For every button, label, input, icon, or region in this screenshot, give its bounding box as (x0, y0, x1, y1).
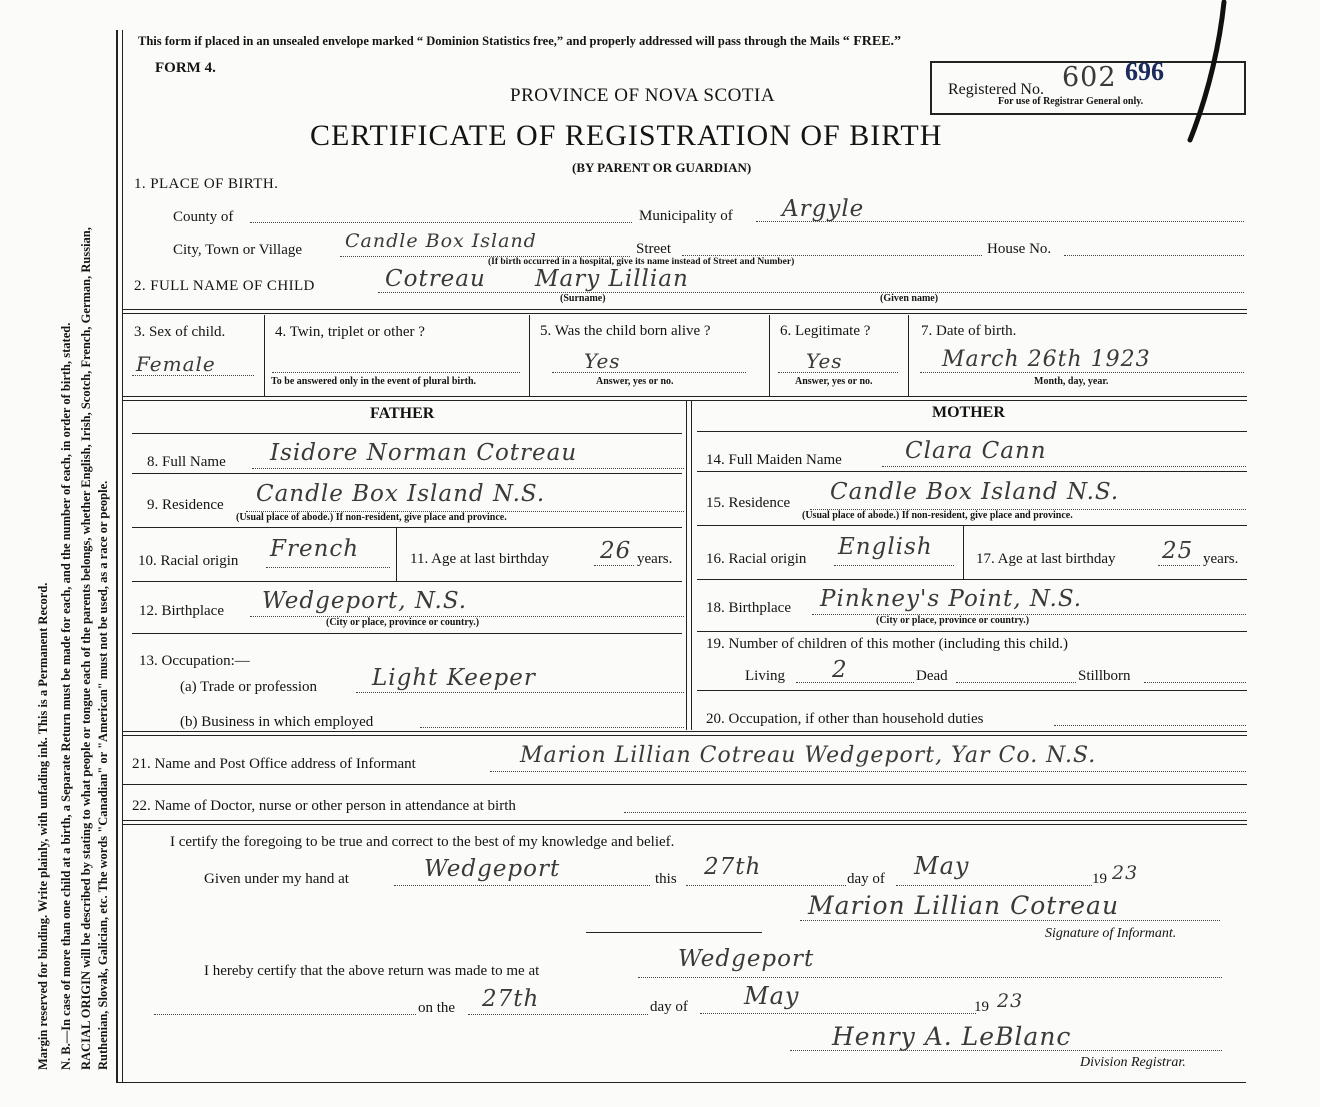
living-value: 2 (832, 657, 848, 683)
father-age-unit: years. (637, 551, 673, 567)
twin-label: 4. Twin, triplet or other ? (275, 324, 425, 340)
parents-divider-a (686, 400, 687, 730)
mother-age-unit: years. (1203, 551, 1239, 567)
rule-after-parents (122, 731, 1247, 732)
alive-value: Yes (584, 349, 621, 373)
surname-caption: (Surname) (560, 293, 606, 304)
margin-note-racial-origin-cont: Ruthenian, Slovak, Galician, etc. The words "Canadian" or "American" must not be used, as a race or people. (96, 480, 110, 1070)
rule-21 (122, 784, 1247, 785)
division-registrar-caption: Division Registrar. (1080, 1055, 1186, 1070)
mother-age-value: 25 (1162, 538, 1194, 564)
registrar-month-value: May (744, 982, 800, 1010)
mother-rule-2 (697, 471, 1247, 472)
given-year-suffix: 23 (1112, 862, 1139, 884)
signature-caption: Signature of Informant. (1045, 926, 1177, 941)
stillborn-label: Stillborn (1078, 668, 1131, 684)
mother-rule-5 (697, 631, 1247, 632)
date-of-birth-value: March 26th 1923 (942, 347, 1151, 372)
registrar-general-note: For use of Registrar General only. (998, 96, 1144, 107)
father-race-label: 10. Racial origin (138, 553, 239, 569)
registrar-place-value: Wedgeport (678, 946, 815, 972)
rule-after-doctor (122, 820, 1247, 821)
province-heading: PROVINCE OF NOVA SCOTIA (510, 85, 776, 106)
registrar-day-of-label: day of (650, 999, 688, 1015)
rule-after-doctor-2 (122, 824, 1247, 825)
father-name-label: 8. Full Name (147, 454, 226, 470)
rule-after-parents-2 (122, 735, 1247, 736)
certificate-subtitle: (BY PARENT OR GUARDIAN) (572, 160, 752, 175)
mother-birthplace-value: Pinkney's Point, N.S. (820, 586, 1083, 612)
parents-divider-b (691, 400, 692, 730)
margin-rule-outer (116, 30, 118, 1082)
given-year-prefix: 19 (1092, 871, 1107, 887)
municipality-label: Municipality of (639, 208, 733, 224)
mother-race-value: English (838, 534, 933, 560)
legitimate-label: 6. Legitimate ? (780, 323, 871, 339)
rule-after-row3 (122, 396, 1247, 397)
mother-name-label: 14. Full Maiden Name (706, 452, 842, 468)
rule-after-name (122, 309, 1247, 310)
child-given-name-value: Mary Lillian (535, 266, 689, 292)
alive-note: Answer, yes or no. (596, 376, 674, 387)
legitimate-note: Answer, yes or no. (795, 376, 873, 387)
child-surname-value: Cotreau (385, 266, 486, 292)
mother-residence-value: Candle Box Island N.S. (830, 479, 1120, 505)
mother-rule-1 (697, 431, 1247, 432)
pen-stroke-mark (1180, 0, 1230, 145)
margin-note-racial-origin: RACIAL ORIGIN will be described by stating to what people or tongue each of the parents belongs, whether English, Irish, Scotch, French, German, Russian, (79, 227, 93, 1070)
father-race-divider (396, 527, 397, 581)
registrar-statement: I hereby certify that the above return was made to me at (204, 963, 540, 979)
city-value: Candle Box Island (345, 230, 537, 252)
mother-children-label: 19. Number of children of this mother (including this child.) (706, 636, 1069, 652)
margin-rule-inner (122, 30, 123, 1082)
registrar-on-the-label: on the (418, 1000, 456, 1016)
place-of-birth-heading: 1. PLACE OF BIRTH. (134, 176, 279, 192)
alive-label: 5. Was the child born alive ? (540, 323, 711, 339)
mother-rule-6 (697, 690, 1247, 691)
registered-number-handwritten: 602 (1062, 62, 1117, 93)
street-label: Street (636, 241, 671, 257)
certificate-title: CERTIFICATE OF REGISTRATION OF BIRTH (310, 119, 943, 152)
registered-label: Registered No. (948, 81, 1044, 98)
divider-5-6 (769, 315, 770, 396)
county-label: County of (173, 209, 234, 225)
father-residence-note: (Usual place of abode.) If non-resident, give place and province. (236, 512, 507, 523)
margin-note-binding: Margin reserved for binding. Write plainly, with unfading ink. This is a Permanent Record. (36, 582, 50, 1070)
sex-label: 3. Sex of child. (134, 324, 226, 340)
father-trade-value: Light Keeper (372, 665, 536, 691)
informant-label: 21. Name and Post Office address of Informant (132, 756, 416, 772)
living-label: Living (745, 668, 785, 684)
mother-race-divider (963, 525, 964, 579)
rule-after-name-2 (122, 313, 1247, 314)
doctor-label: 22. Name of Doctor, nurse or other person in attendance at birth (132, 798, 516, 814)
this-label: this (655, 871, 677, 887)
registered-number-stamp: 696 (1125, 57, 1164, 86)
date-of-birth-label: 7. Date of birth. (921, 323, 1017, 339)
father-rule-2 (132, 473, 682, 474)
informant-signature: Marion Lillian Cotreau (808, 891, 1120, 920)
margin-note-nb: N. B.—In case of more than one child at a birth, a Separate Return must be made for each, and the number of each, in order of birth, stated. (59, 322, 73, 1070)
informant-value: Marion Lillian Cotreau Wedgeport, Yar Co. N.S. (520, 743, 1097, 768)
signature-line (586, 932, 762, 933)
registrar-year-prefix: 19 (974, 999, 989, 1015)
sex-value: Female (136, 352, 216, 376)
registrar-year-suffix: 23 (997, 990, 1024, 1012)
mother-birthplace-label: 18. Birthplace (706, 600, 791, 616)
legitimate-value: Yes (806, 349, 843, 373)
mother-heading: MOTHER (932, 404, 1005, 421)
mother-age-label: 17. Age at last birthday (976, 551, 1116, 567)
certification-statement: I certify the foregoing to be true and correct to the best of my knowledge and belief. (170, 834, 675, 850)
father-rule-4 (132, 581, 682, 582)
given-month-value: May (914, 852, 970, 880)
mother-residence-label: 15. Residence (706, 495, 791, 511)
father-occupation-label: 13. Occupation:— (139, 653, 250, 669)
hospital-note: (If birth occurred in a hospital, give its name instead of Street and Number) (488, 257, 795, 267)
registrar-signature: Henry A. LeBlanc (832, 1022, 1072, 1051)
father-birthplace-note: (City or place, province or country.) (326, 617, 480, 628)
mail-note: This form if placed in an unsealed envelope marked “ Dominion Statistics free,” and properly addressed will pass through the Mails “ FREE.” (138, 34, 902, 49)
given-place-value: Wedgeport (424, 856, 561, 882)
child-name-label: 2. FULL NAME OF CHILD (134, 278, 315, 294)
mother-rule-3 (697, 525, 1247, 526)
father-age-label: 11. Age at last birthday (410, 551, 549, 567)
father-residence-label: 9. Residence (147, 497, 224, 513)
given-day-of-label: day of (847, 871, 885, 887)
father-residence-value: Candle Box Island N.S. (256, 481, 546, 507)
mother-name-value: Clara Cann (905, 438, 1047, 464)
father-race-value: French (270, 536, 360, 562)
father-age-value: 26 (600, 538, 632, 564)
mother-race-label: 16. Racial origin (706, 551, 807, 567)
father-rule-5 (132, 633, 682, 634)
father-birthplace-label: 12. Birthplace (139, 603, 224, 619)
rule-after-row3-2 (122, 400, 1247, 401)
mother-rule-4 (697, 579, 1247, 580)
father-heading: FATHER (370, 405, 435, 422)
dead-label: Dead (916, 668, 948, 684)
mother-residence-note: (Usual place of abode.) If non-resident, give place and province. (802, 510, 1073, 521)
father-name-value: Isidore Norman Cotreau (270, 440, 578, 466)
given-day-value: 27th (704, 854, 762, 880)
divider-3-4 (264, 315, 265, 396)
frame-bottom-rule (116, 1082, 1246, 1083)
registrar-day-value: 27th (482, 986, 540, 1012)
father-business-label: (b) Business in which employed (180, 714, 374, 730)
city-label: City, Town or Village (173, 242, 303, 258)
divider-6-7 (908, 315, 909, 396)
father-rule-1 (132, 433, 682, 434)
given-under-hand-label: Given under my hand at (204, 871, 349, 887)
mother-occupation-label: 20. Occupation, if other than household duties (706, 711, 984, 727)
given-name-caption: (Given name) (880, 293, 939, 304)
mother-birthplace-note: (City or place, province or country.) (876, 615, 1030, 626)
house-number-label: House No. (987, 241, 1052, 257)
form-number: FORM 4. (155, 60, 216, 76)
date-of-birth-note: Month, day, year. (1034, 376, 1109, 387)
municipality-value: Argyle (782, 196, 865, 222)
father-rule-3 (132, 527, 682, 528)
father-trade-label: (a) Trade or profession (180, 679, 318, 695)
twin-note: To be answered only in the event of plural birth. (271, 376, 477, 387)
divider-4-5 (529, 315, 530, 396)
father-birthplace-value: Wedgeport, N.S. (262, 588, 468, 614)
